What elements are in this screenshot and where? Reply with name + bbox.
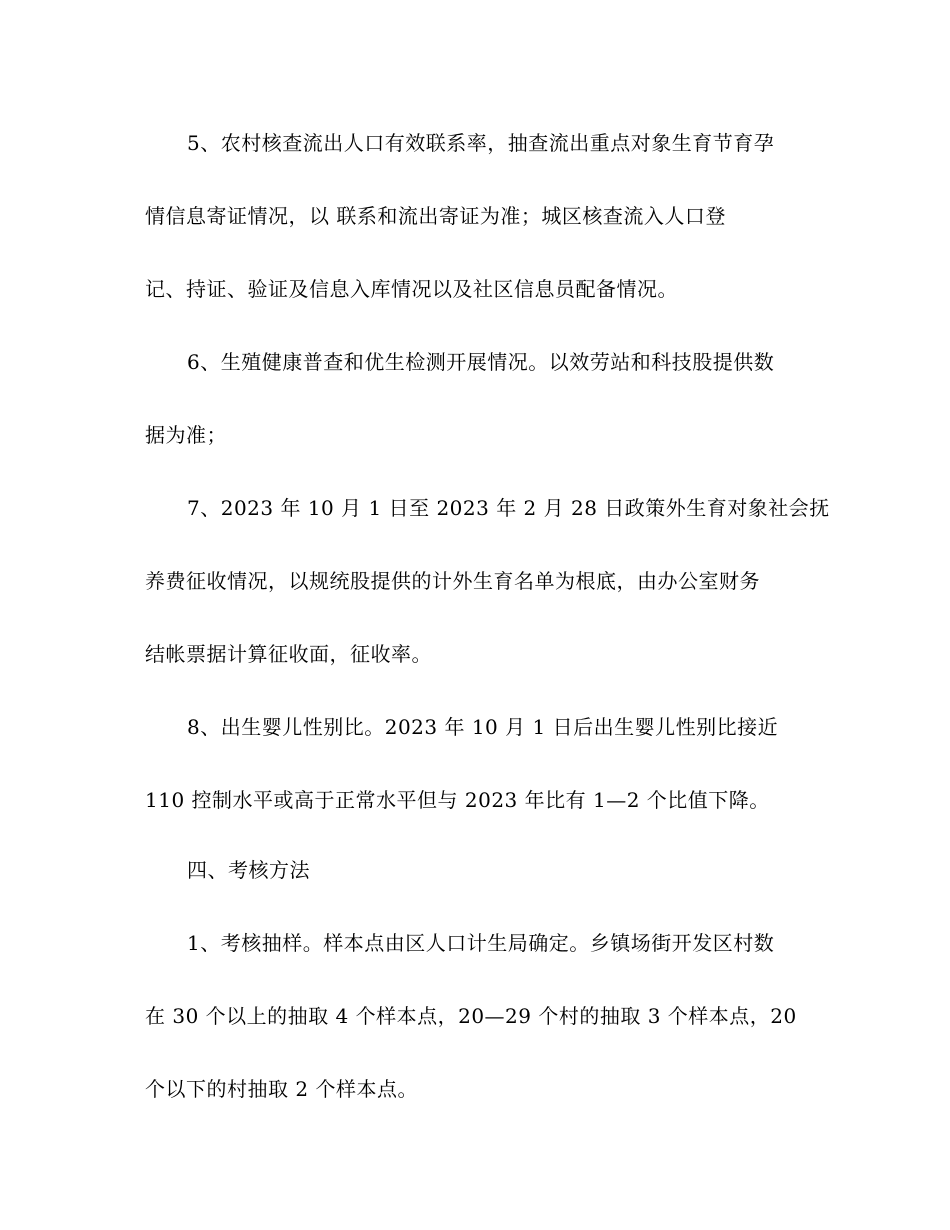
paragraph-7-line-2: 养费征收情况，以规统股提供的计外生育名单为根底，由办公室财务 [145, 569, 760, 593]
paragraph-8-line-1: 8、出生婴儿性别比。2023 年 10 月 1 日后出生婴儿性别比接近 [187, 715, 779, 739]
paragraph-7-line-1: 7、2023 年 10 月 1 日至 2023 年 2 月 28 日政策外生育对象社会抚 [187, 496, 830, 520]
paragraph-7-line-3: 结帐票据计算征收面，征收率。 [145, 642, 432, 666]
paragraph-6-line-1: 6、生殖健康普查和优生检测开展情况。以效劳站和科技股提供数 [187, 350, 775, 374]
paragraph-6-line-2: 据为准； [145, 423, 227, 447]
paragraph-8-line-2: 110 控制水平或高于正常水平但与 2023 年比有 1—2 个比值下降。 [145, 788, 770, 812]
paragraph-5-line-1: 5、农村核查流出人口有效联系率，抽查流出重点对象生育节育孕 [187, 131, 775, 155]
method-1-line-3: 个以下的村抽取 2 个样本点。 [145, 1077, 418, 1101]
paragraph-5-line-2: 情信息寄证情况，以 联系和流出寄证为准；城区核查流入人口登 [145, 204, 726, 228]
paragraph-5-line-3: 记、持证、验证及信息入库情况以及社区信息员配备情况。 [145, 277, 678, 301]
section-heading-4: 四、考核方法 [187, 858, 310, 882]
method-1-line-1: 1、考核抽样。样本点由区人口计生局确定。乡镇场街开发区村数 [187, 931, 775, 955]
method-1-line-2: 在 30 个以上的抽取 4 个样本点，20—29 个村的抽取 3 个样本点，20 [145, 1004, 797, 1028]
